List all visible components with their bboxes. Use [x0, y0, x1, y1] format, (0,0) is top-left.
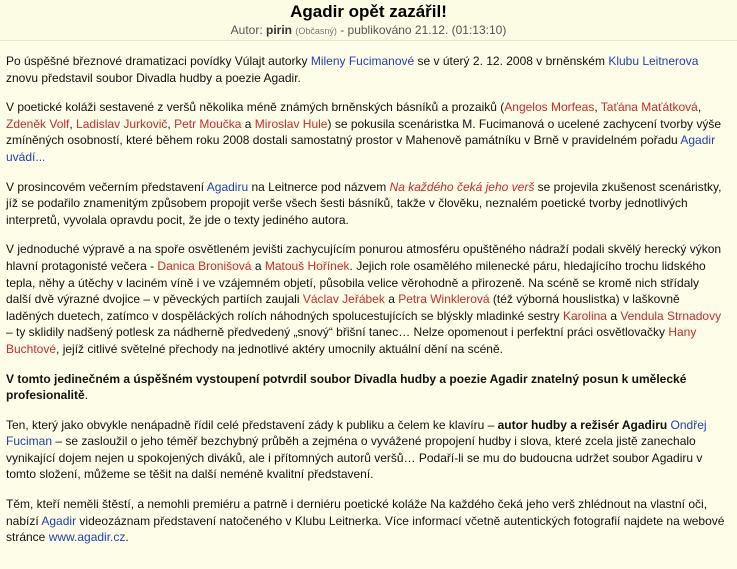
paragraph-6	[6, 417, 726, 483]
text: Po úspěšné březnové dramatizaci povídky Vúlajt autorky	[6, 54, 311, 68]
article-header	[0, 0, 737, 41]
text: Ten, který jako obvykle nenápadně řídil celé představení zády k publiku a čelem ke klavíru –	[6, 417, 498, 432]
text: Těm, kteří neměli štěstí, a nemohli premiéru a patrně i derniéru poetické koláže Na každého čeká jeho verš zhlédnout na vlastní oči, nabízí	[6, 497, 708, 528]
text: . Jejich role osamělého milenecké páru, hledajícího trochu lidského tepla, něhy a útěchy v laciném víně i ve vzájemném objetí, působila velice věrohodně a přirozeně. Na scéně se kromě nich střídaly další dvě výrazné dvojice – v pěveckých partiích zaujali	[6, 258, 706, 307]
link-tatana-matatkova[interactable]: Taťána Maťátková	[600, 100, 698, 115]
bold-role: autor hudby a režisér Agadiru	[497, 417, 668, 432]
link-agadir-cz[interactable]: www.agadir.cz	[48, 530, 126, 545]
paragraph-4	[6, 241, 726, 357]
link-ladislav-jurkovic[interactable]: Ladislav Jurkovič	[76, 116, 168, 131]
text: ,	[594, 100, 601, 115]
link-angelos-morfeas[interactable]: Angelos Morfeas	[504, 100, 595, 115]
show-title: Na každého čeká jeho verš	[389, 179, 535, 194]
author-prefix: Autor:	[230, 23, 267, 37]
text: – se zasloužil o jeho téměř bezchybný průběh a zejména o vyvážené propojení hudby i slova, které zcela jistě zanechalo vynikající dojem nejen u spokojených diváků, ale i přítomných autorů veršů… Podaří-li se mu do budoucna udržet soubor Agadiru v tomto složení, můžeme se těšit na další neméně kvalitní představení.	[6, 434, 703, 482]
link-klub-leitnerova[interactable]: Klubu Leitnerova	[608, 54, 699, 68]
link-matous-horinek[interactable]: Matouš Hořínek	[264, 258, 350, 273]
link-danica-bronisova[interactable]: Danica Bronišová	[157, 258, 252, 273]
text: a	[606, 308, 621, 323]
text: a	[384, 292, 399, 307]
text: ) se pokusila scenáristka M. Fucimanová o ucelené zachycení tvorby výše zmíněných osobností, které během roku 2008 dostali samostatný prostor v Mahenově památníku v Brně v pravidelném pořadu	[6, 116, 721, 148]
article-body	[0, 41, 737, 569]
text: na Leitnerce pod názvem	[248, 179, 390, 194]
text: ,	[167, 116, 175, 131]
paragraph-3	[6, 179, 726, 229]
text: ,	[69, 116, 77, 131]
text: videozáznam představení natočeného v Klubu Leitnerka. Více informací včetně autentických fotografií najdete na webové stránce	[6, 513, 725, 545]
text: .	[125, 530, 129, 545]
text: se projevila zkušenost scenáristky, jíž se podařilo znamenitým způsobem propojit verše všech šesti básníků, takže v člověku, neznalém poetické tvorby jednotlivých interpretů, vyvolala opravdu pocit, že jde o texty jediného autora.	[6, 179, 722, 227]
paragraph-5	[6, 371, 726, 404]
text: – ty sklidily nadšený potlesk za nádherně předvedený „snový“ břišní tanec… Nelze opomenout i perfektní práci osvětlovačky	[6, 325, 669, 340]
link-milena-fucimanova[interactable]: Mileny Fucimanové	[310, 54, 415, 68]
text: a	[241, 116, 255, 131]
link-agadir[interactable]: Agadir	[41, 513, 77, 528]
text: V prosincovém večerním představení	[6, 179, 207, 194]
text: V jednoduché výpravě a na spoře osvětleném jevišti zachycujícím ponurou atmosféru opuštěného nádraží podali skvělý herecký výkon hlavní protagonisté večera -	[6, 242, 722, 273]
publish-date: - publikováno 21.12. (01:13:10)	[336, 23, 507, 37]
paragraph-1	[6, 41, 726, 86]
link-ondrej-fuciman[interactable]: Ondřej Fuciman	[6, 417, 707, 449]
highlight-text: V tomto jedinečném a úspěšném vystoupení potvrdil soubor Divadla hudby a poezie Agadir znatelný posun k umělecké profesionalitě	[6, 371, 687, 403]
article-meta	[0, 22, 737, 39]
link-vendula-strnadovy[interactable]: Vendula Strnadovy	[620, 308, 722, 323]
text: (též výborná houslistka) v laškovně laděných duetech, zatímco v dospěláckých rolích náhodných spolucestujících se blýskly mladinké sestry	[6, 292, 680, 323]
text: ,	[697, 100, 702, 115]
link-miroslav-hule[interactable]: Miroslav Hule	[254, 116, 328, 131]
link-agadiru[interactable]: Agadiru	[206, 179, 249, 194]
link-petra-winklerova[interactable]: Petra Winklerová	[398, 292, 490, 307]
text: , jejíž citlivé světelné přechody na jednotlivé aktéry umocnily aktuální dění na scéně.	[56, 341, 503, 356]
text: a	[251, 258, 265, 273]
text: znovu představil soubor Divadla hudby a poezie Agadir.	[6, 70, 301, 85]
link-petr-moucka[interactable]: Petr Moučka	[174, 116, 242, 131]
author-name: pirin	[266, 23, 293, 37]
paragraph-2	[6, 99, 726, 165]
text: se v úterý 2. 12. 2008 v brněnském	[414, 54, 609, 68]
link-agadir-uvadi[interactable]: Agadir uvádí...	[6, 133, 716, 164]
text: V poetické koláži sestavené z veršů několika méně známých brněnských básníků a prozaiků (	[6, 100, 505, 115]
article-title: Agadir opět zazářil!	[290, 2, 447, 21]
link-zdenek-volf[interactable]: Zdeněk Volf	[6, 116, 70, 131]
paragraph-7	[6, 496, 726, 546]
author-role: (Občasný)	[295, 26, 337, 36]
link-hany-buchtove[interactable]: Hany Buchtové	[6, 325, 697, 356]
text: .	[84, 388, 89, 403]
link-karolina[interactable]: Karolina	[562, 308, 607, 323]
link-vaclav-jerabek[interactable]: Václav Jeřábek	[302, 292, 385, 307]
